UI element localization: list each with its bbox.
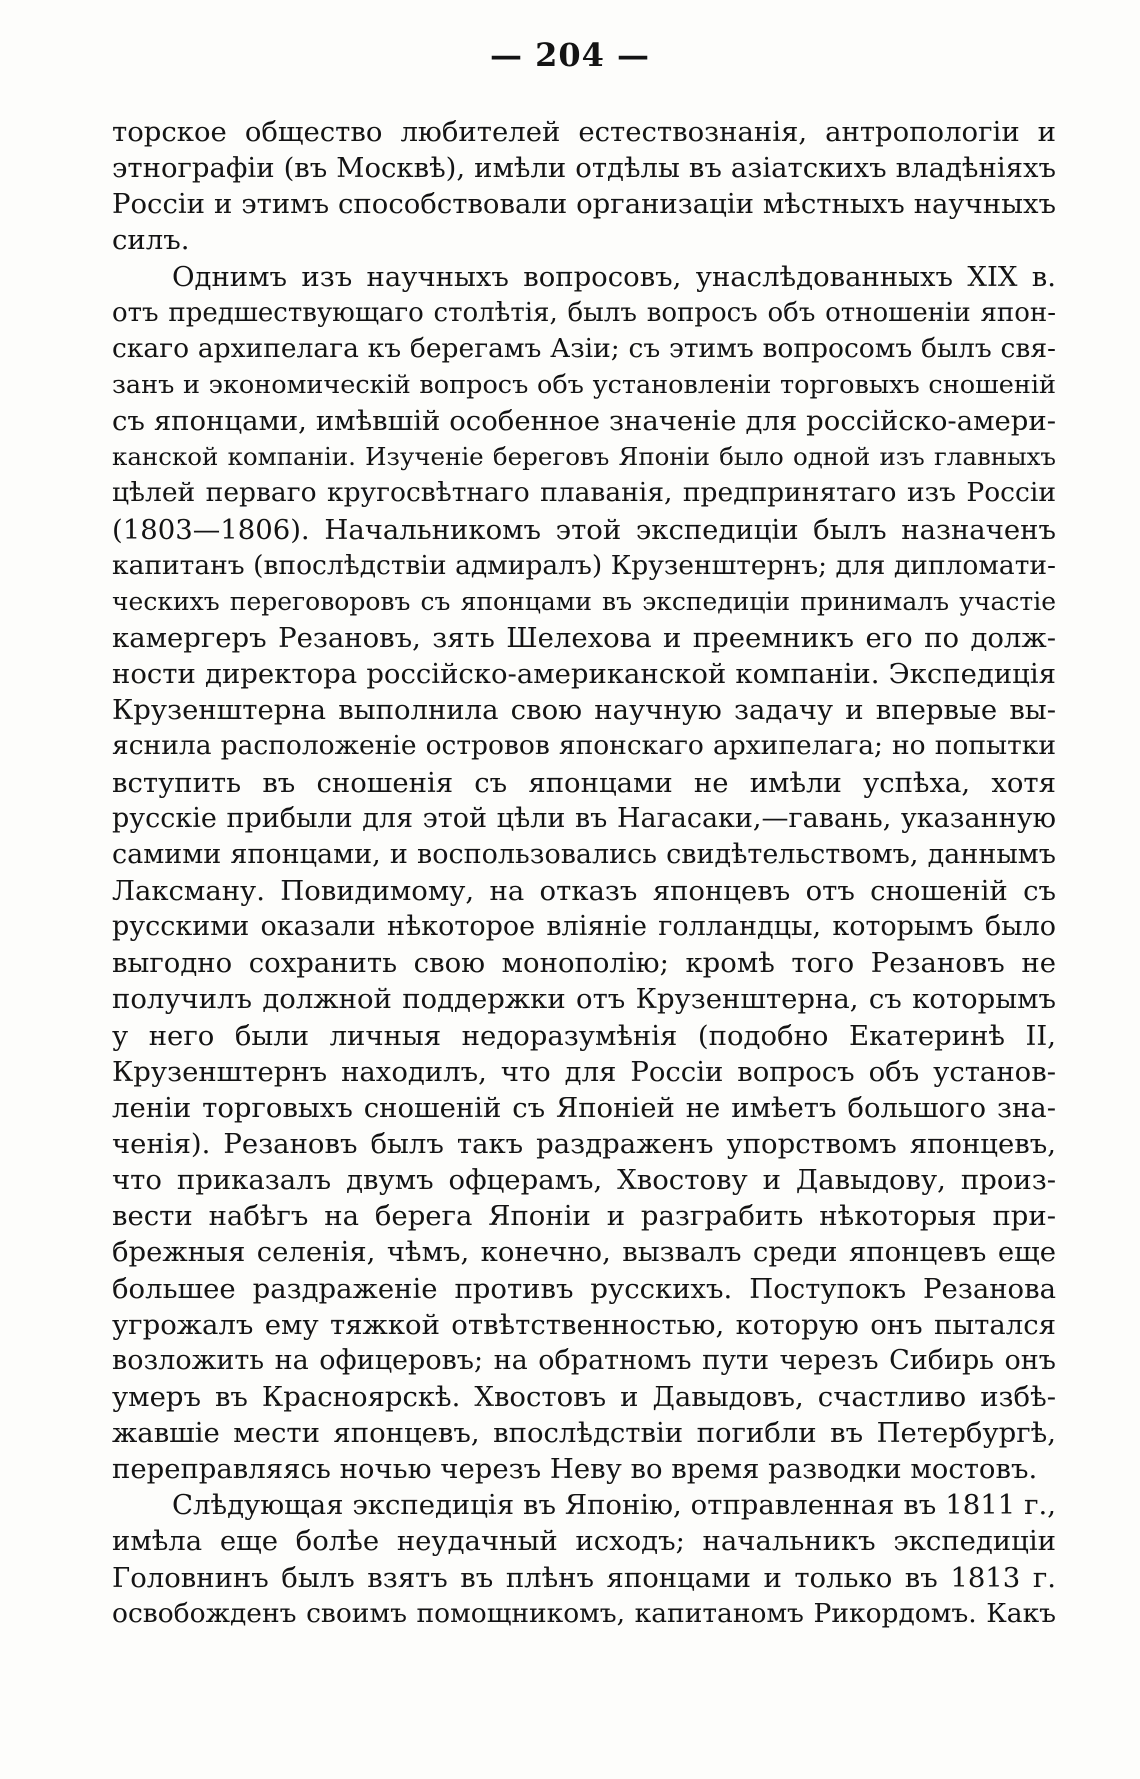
text-line: вести набѣгъ на берега Японіи и разграбить нѣкоторыя при- bbox=[112, 1200, 1056, 1233]
text-line: занъ и экономическій вопросъ объ установленіи торговыхъ сношеній bbox=[112, 369, 1056, 400]
text-line: большее раздраженіе противъ русскихъ. Поступокъ Резанова bbox=[112, 1272, 1056, 1305]
text-line: русскими оказали нѣкоторое вліяніе голландцы, которымъ было bbox=[112, 911, 1056, 943]
body-text bbox=[112, 114, 1056, 1632]
text-line: получилъ должной поддержки отъ Крузенштерна, съ которымъ bbox=[112, 983, 1056, 1016]
text-line: торское общество любителей естествознанія, антропологіи и bbox=[112, 116, 1056, 148]
text-line: капитанъ (впослѣдствіи адмиралъ) Крузенштернъ; для дипломати- bbox=[112, 549, 1056, 581]
text-line: яснила расположеніе островов японскаго архипелага; но попытки bbox=[112, 730, 1056, 762]
page-number: — 204 — bbox=[489, 36, 651, 74]
text-line: ческихъ переговоровъ съ японцами въ экспедиціи принималъ участіе bbox=[112, 586, 1056, 616]
text-line: Однимъ изъ научныхъ вопросовъ, унаслѣдованныхъ XIX в. bbox=[172, 260, 1056, 293]
text-line: вступить въ сношенія съ японцами не имѣли успѣха, хотя bbox=[112, 766, 1056, 799]
text-line: силъ. bbox=[112, 224, 190, 257]
text-line: канской компаніи. Изученіе береговъ Японіи было одной изъ главныхъ bbox=[112, 442, 1056, 472]
text-line: угрожалъ ему тяжкой отвѣтственностью, которую онъ пытался bbox=[112, 1308, 1056, 1341]
text-line: русскіе прибыли для этой цѣли въ Нагасаки,—гавань, указанную bbox=[112, 802, 1056, 834]
text-line: ности директора россійско-американской компаніи. Экспедиція bbox=[112, 658, 1056, 691]
text-line: выгодно сохранить свою монополію; кромѣ того Резановъ не bbox=[112, 947, 1056, 980]
text-line: у него были личныя недоразумѣнія (подобно Екатеринѣ II, bbox=[112, 1019, 1056, 1052]
text-line: камергеръ Резановъ, зять Шелехова и преемникъ его по долж- bbox=[112, 621, 1056, 654]
text-line: возложить на офицеровъ; на обратномъ пути черезъ Сибирь онъ bbox=[112, 1344, 1056, 1376]
text-line: леніи торговыхъ сношеній съ Японіей не имѣетъ большого зна- bbox=[112, 1091, 1056, 1124]
text-line: жавшіе мести японцевъ, впослѣдствіи погибли въ Петербургѣ, bbox=[112, 1417, 1056, 1450]
text-line: самими японцами, и воспользовались свидѣтельствомъ, даннымъ bbox=[112, 838, 1056, 870]
text-line: Россіи и этимъ способствовали организаціи мѣстныхъ научныхъ bbox=[112, 188, 1056, 221]
text-line: ченія). Резановъ былъ такъ раздраженъ упорствомъ японцевъ, bbox=[112, 1127, 1056, 1160]
text-line: Головнинъ былъ взятъ въ плѣнъ японцами и только въ 1813 г. bbox=[112, 1561, 1056, 1594]
text-line: Слѣдующая экспедиція въ Японію, отправленная въ 1811 г., bbox=[172, 1489, 1056, 1522]
text-line: Крузенштернъ находилъ, что для Россіи вопросъ объ установ- bbox=[112, 1055, 1056, 1088]
text-line: что приказалъ двумъ офцерамъ, Хвостову и Давыдову, произ- bbox=[112, 1164, 1056, 1197]
text-line: цѣлей перваго кругосвѣтнаго плаванія, предпринятаго изъ Россіи bbox=[112, 477, 1056, 509]
text-line: умеръ въ Красноярскѣ. Хвостовъ и Давыдовъ, счастливо избѣ- bbox=[112, 1380, 1056, 1413]
text-line: съ японцами, имѣвшій особенное значеніе для россійско-амери- bbox=[112, 405, 1056, 438]
text-line: имѣла еще болѣе неудачный исходъ; начальникъ экспедиціи bbox=[112, 1525, 1056, 1558]
text-line: брежныя селенія, чѣмъ, конечно, вызвалъ среди японцевъ еще bbox=[112, 1236, 1056, 1269]
text-line: отъ предшествующаго столѣтія, былъ вопросъ объ отношеніи япон- bbox=[112, 297, 1056, 328]
text-line: скаго архипелага къ берегамъ Азіи; съ этимъ вопросомъ былъ свя- bbox=[112, 332, 1056, 364]
text-line: освобожденъ своимъ помощникомъ, капитаномъ Рикордомъ. Какъ bbox=[112, 1597, 1056, 1629]
text-line: Крузенштерна выполнила свою научную задачу и впервые вы- bbox=[112, 694, 1056, 727]
text-line: этнографіи (въ Москвѣ), имѣли отдѣлы въ азіатскихъ владѣніяхъ bbox=[112, 152, 1056, 185]
text-line: переправляясь ночью черезъ Неву во время разводки мостовъ. bbox=[112, 1453, 1038, 1486]
text-line: Лаксману. Повидимому, на отказъ японцевъ отъ сношеній съ bbox=[112, 874, 1056, 907]
text-line: (1803—1806). Начальникомъ этой экспедиціи былъ назначенъ bbox=[112, 513, 1056, 546]
